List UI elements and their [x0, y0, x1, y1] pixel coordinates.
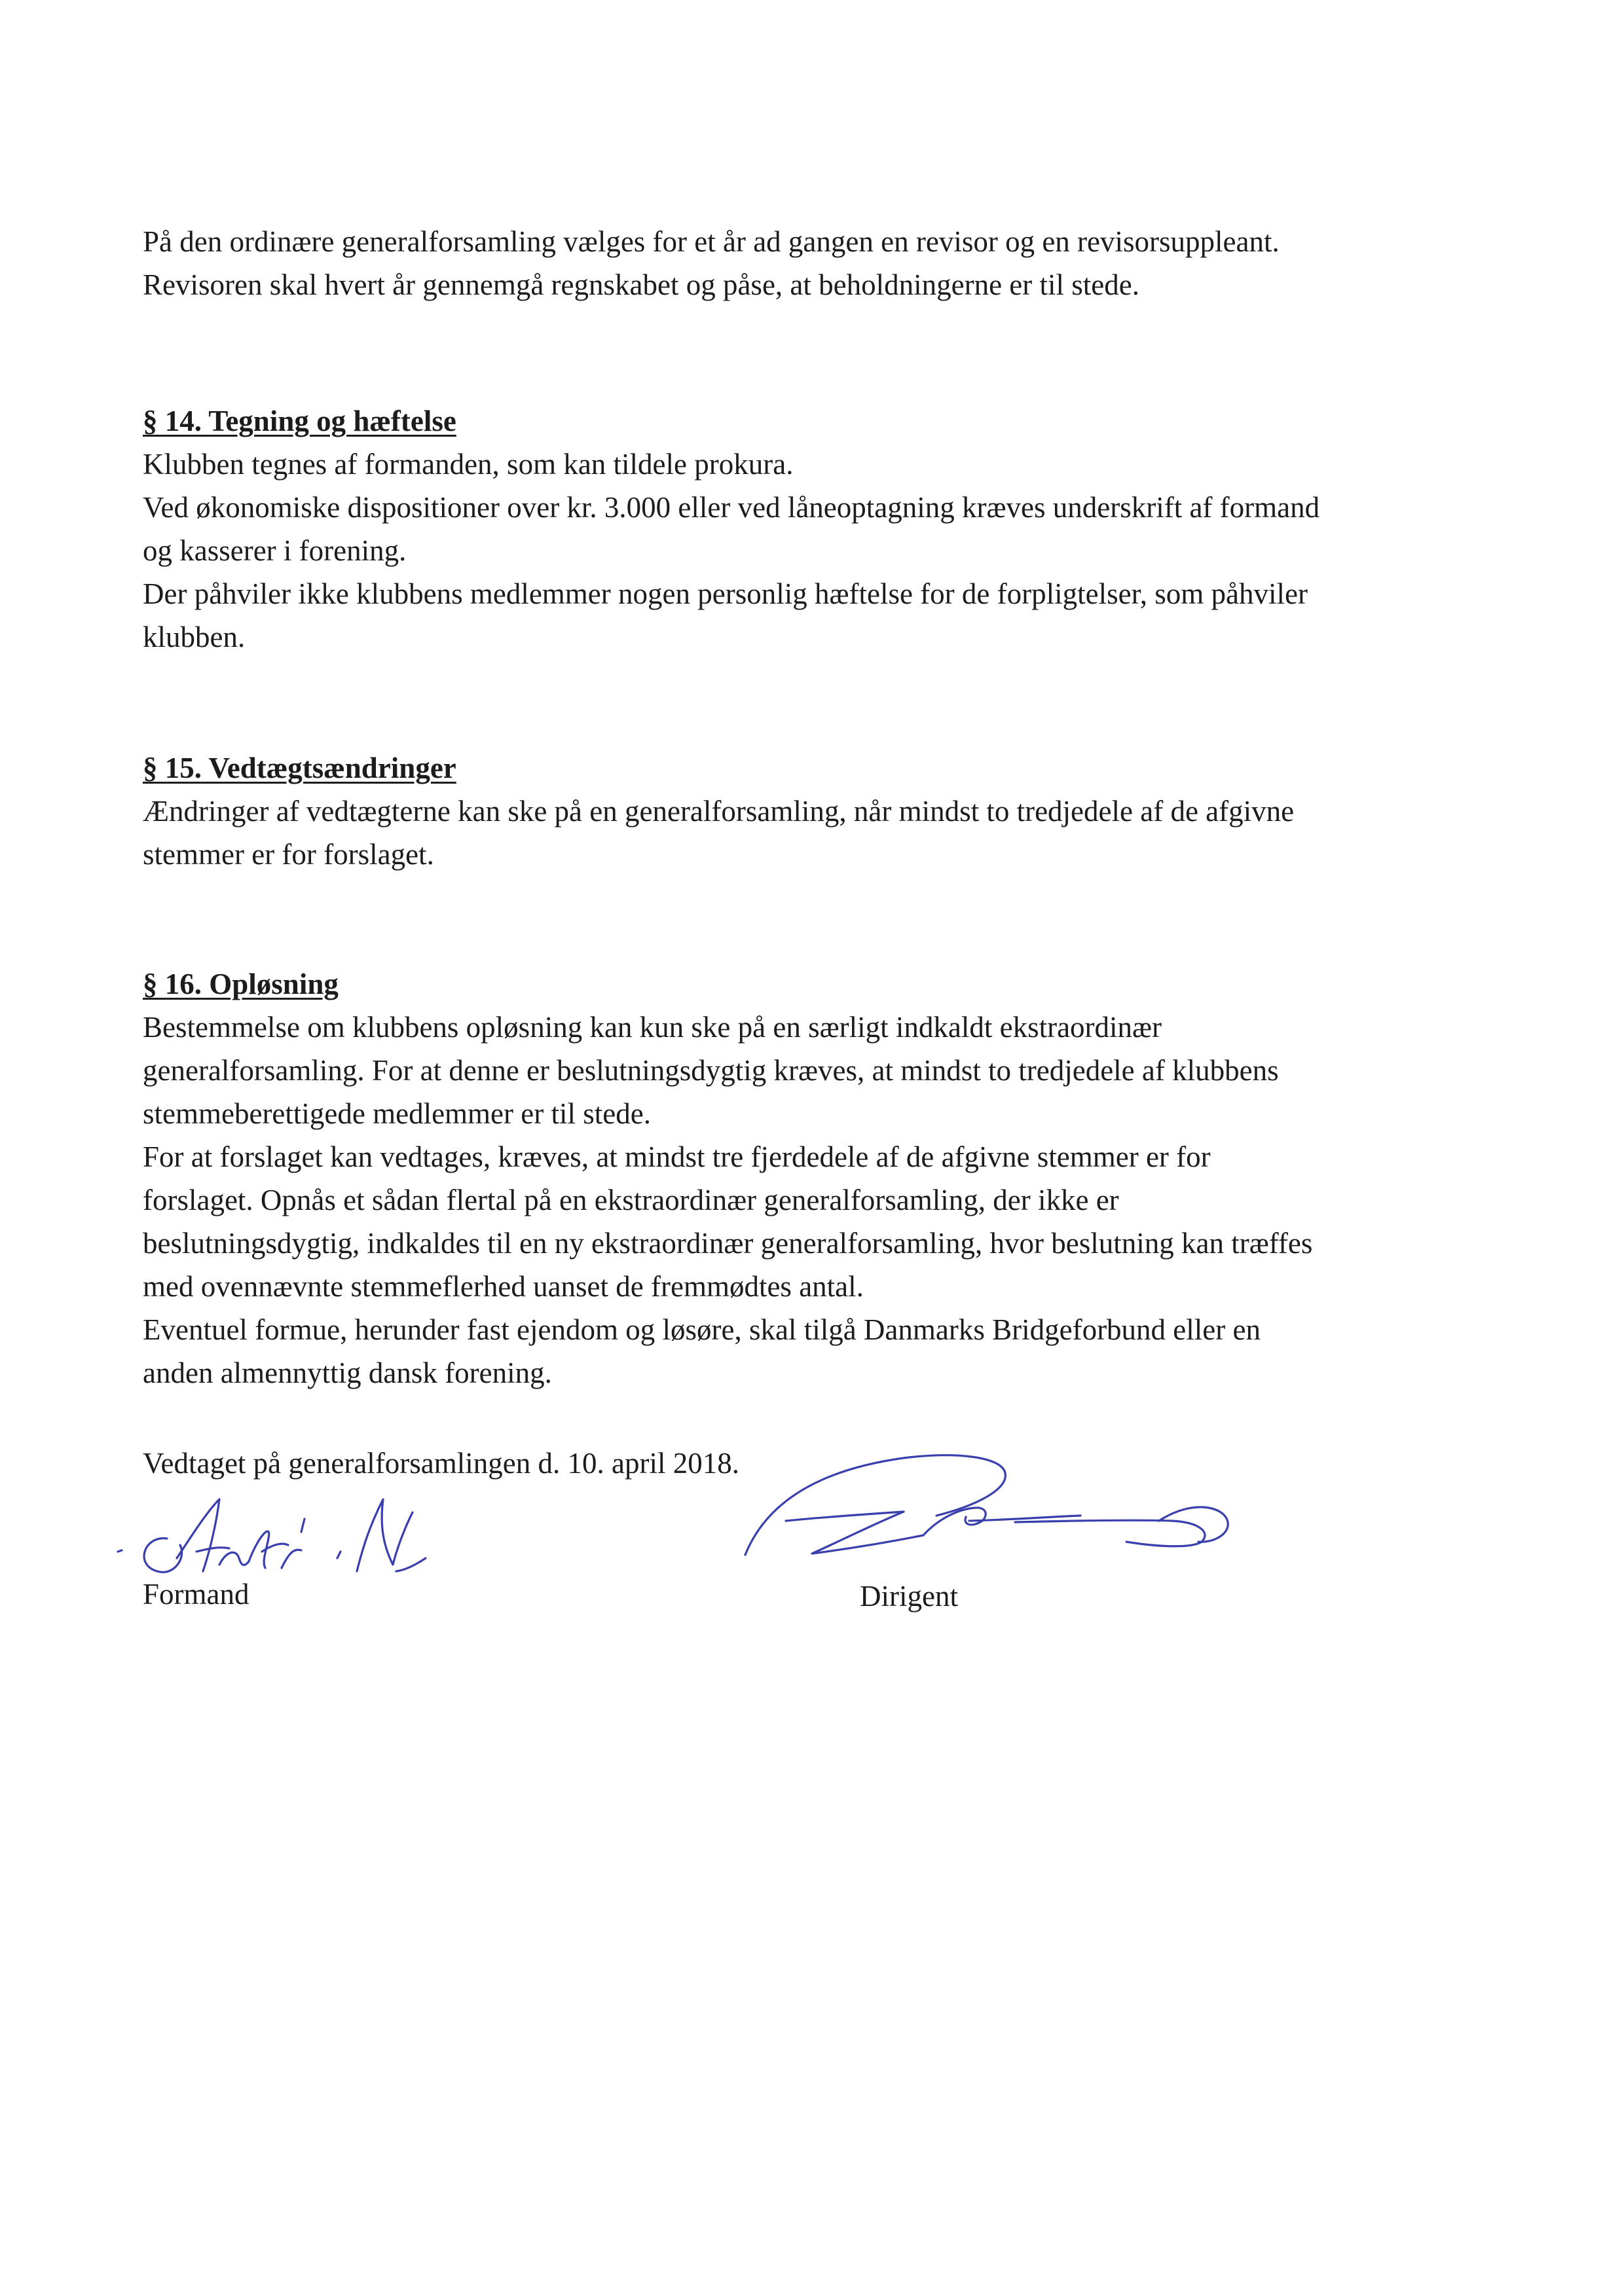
section-line: generalforsamling. For at denne er beslutningsdygtig kræves, at mindst to tredjedele af klubbens [143, 1054, 1279, 1087]
section-heading: § 15. Vedtægtsændringer [143, 752, 456, 784]
section-line: med ovennævnte stemmeflerhed uanset de fremmødtes antal. [143, 1270, 864, 1303]
section-line: forslaget. Opnås et sådan flertal på en ekstraordinær generalforsamling, der ikke er [143, 1184, 1119, 1216]
intro-line: På den ordinære generalforsamling vælges for et år ad gangen en revisor og en revisorsuppleant. [143, 225, 1280, 258]
intro-line: Revisoren skal hvert år gennemgå regnskabet og påse, at beholdningerne er til stede. [143, 268, 1139, 301]
section-14 [143, 399, 1505, 659]
formand-label: Formand [143, 1578, 249, 1611]
dirigent-label: Dirigent [860, 1580, 958, 1613]
adoption-statement: Vedtaget på generalforsamlingen d. 10. april 2018. [143, 1447, 739, 1480]
dirigent-signature-drawing [740, 1444, 1238, 1575]
section-line: beslutningsdygtig, indkaldes til en ny ekstraordinær generalforsamling, hvor beslutning kan træffes [143, 1227, 1313, 1260]
signature-ink [745, 1455, 1228, 1555]
section-16 [143, 962, 1505, 1394]
section-line: klubben. [143, 621, 246, 653]
section-line: stemmer er for forslaget. [143, 838, 434, 871]
section-line: Eventuel formue, herunder fast ejendom og løsøre, skal tilgå Danmarks Bridgeforbund eller en [143, 1313, 1261, 1346]
section-line: Klubben tegnes af formanden, som kan tildele prokura. [143, 448, 794, 481]
signature-ink [118, 1499, 426, 1572]
section-line: Ændringer af vedtægterne kan ske på en generalforsamling, når mindst to tredjedele af de afgivne [143, 795, 1295, 828]
section-heading: § 16. Opløsning [143, 968, 339, 1000]
section-line: anden almennyttig dansk forening. [143, 1357, 552, 1389]
section-line: Der påhviler ikke klubbens medlemmer nogen personlig hæftelse for de forpligtelser, som påhviler [143, 577, 1308, 610]
section-line: stemmeberettigede medlemmer er til stede. [143, 1097, 651, 1130]
section-line: Ved økonomiske dispositioner over kr. 3.000 eller ved låneoptagning kræves underskrift af formand [143, 491, 1320, 524]
intro-paragraph [143, 220, 1505, 306]
section-heading: § 14. Tegning og hæftelse [143, 405, 456, 437]
dirigent-signature [740, 1444, 1238, 1575]
section-line: og kasserer i forening. [143, 534, 407, 567]
section-line: For at forslaget kan vedtages, kræves, at mindst tre fjerdedele af de afgivne stemmer er for [143, 1140, 1211, 1173]
section-15 [143, 746, 1505, 876]
section-line: Bestemmelse om klubbens opløsning kan kun ske på en særligt indkaldt ekstraordinær [143, 1011, 1162, 1044]
